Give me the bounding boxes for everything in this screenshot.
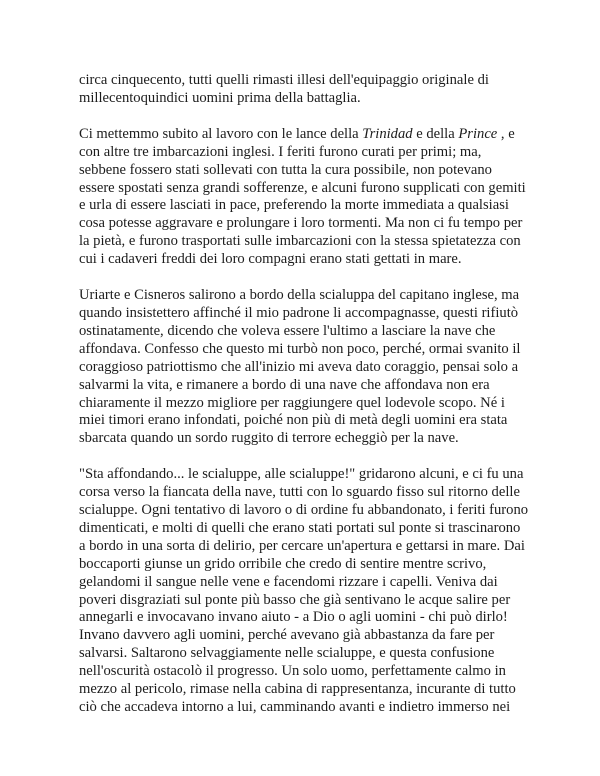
- paragraph-2-text-b: e della: [412, 125, 459, 142]
- document-page: [79, 72, 529, 717]
- paragraph-2: [79, 126, 529, 269]
- paragraph-3-text: Uriarte e Cisneros salirono a bordo della scialuppa del capitano inglese, ma quando insistettero affinché il mio padrone li accompagnasse, questi rifiutò ostinatamente, dicendo che voleva essere l'ultimo a lasciare la nave che affondava. Confesso che questo mi turbò non poco, perché, ormai svanito il coraggioso patriottismo che all'inizio mi aveva dato coraggio, pensai solo a salvarmi la vita, e rimanere a bordo di una nave che affondava non era chiaramente il mezzo migliore per raggiungere quel lodevole scopo. Né i miei timori erano infondati, poiché non più di metà degli uomini era stata sbarcata quando un sordo ruggito di terrore echeggiò per la nave.: [79, 287, 521, 447]
- paragraph-1-text: circa cinquecento, tutti quelli rimasti illesi dell'equipaggio originale di millecentoquindici uomini prima della battaglia.: [79, 72, 489, 106]
- paragraph-4-text: "Sta affondando... le scialuppe, alle scialuppe!" gridarono alcuni, e ci fu una corsa verso la fiancata della nave, tutti con lo sguardo fisso sul ritorno delle scialuppe. Ogni tentativo di lavoro o di ordine fu abbandonato, i feriti furono dimenticati, e molti di quelli che erano stati portati sul ponte si trascinarono a bordo in una sorta di delirio, per cercare un'apertura e gettarsi in mare. Dai boccaporti giunse un grido orribile che credo di sentire mentre scrivo, gelandomi il sangue nelle vene e facendomi rizzare i capelli. Veniva dai poveri disgraziati sul ponte più basso che già sentivano le acque salire per annegarli e invocavano invano aiuto - a Dio o agli uomini - chi può dirlo! Invano davvero agli uomini, perché avevano già abbastanza da fare per salvarsi. Saltarono selvaggiamente nelle scialuppe, e questa confusione nell'oscurità ostacolò il progresso. Un solo uomo, perfettamente calmo in mezzo al pericolo, rimase nella cabina di rappresentanza, incurante di tutto ciò che accadeva intorno a lui, camminando avanti e indietro immerso nei: [79, 466, 529, 715]
- paragraph-4: [79, 466, 529, 717]
- ship-name-prince: Prince: [458, 125, 498, 142]
- paragraph-2-text-c: , e con altre tre imbarcazioni inglesi. I feriti furono curati per primi; ma, sebbene fossero stati sollevati con tutta la cura possibile, non potevano essere spostati senza grandi sofferenze, e alcuni furono supplicati con gemiti e urla di essere lasciati in pace, preferendo la morte immediata a qualsiasi cosa potesse aggravare e prolungare i loro tormenti. Ma non ci fu tempo per la pietà, e furono trasportati sulle imbarcazioni con la stessa spietatezza con cui i cadaveri freddi dei loro compagni erano stati gettati in mare.: [79, 125, 526, 268]
- paragraph-3: [79, 287, 529, 448]
- ship-name-trinidad: Trinidad: [362, 125, 413, 142]
- paragraph-2-text-a: Ci mettemmo subito al lavoro con le lance della: [79, 125, 363, 142]
- paragraph-1: [79, 72, 529, 108]
